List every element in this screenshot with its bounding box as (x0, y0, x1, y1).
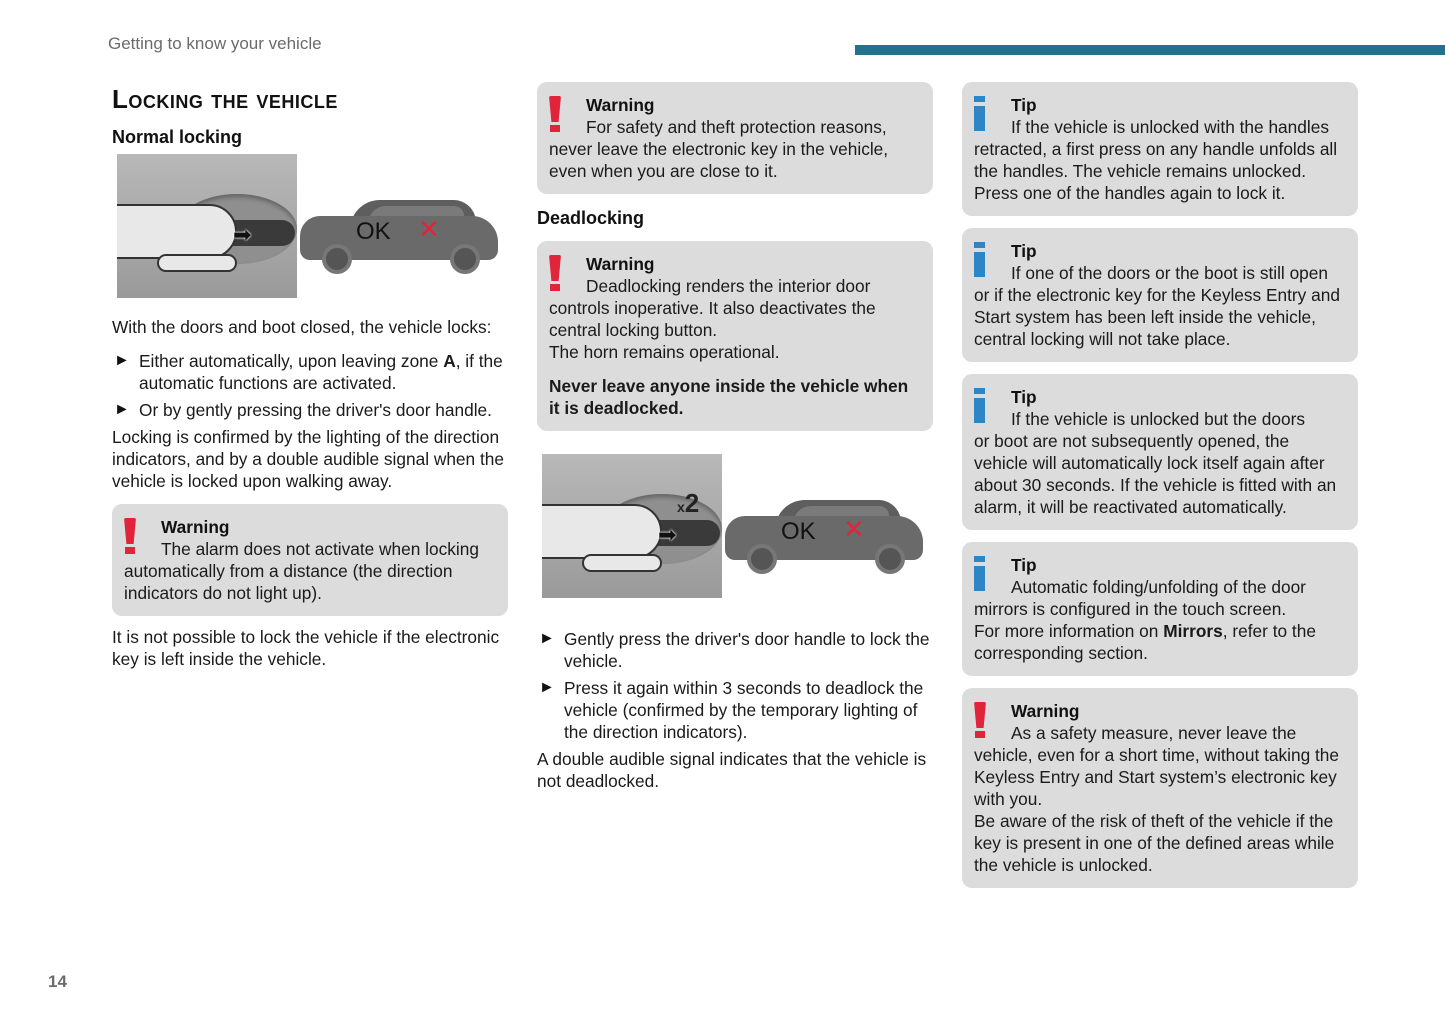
cross-icon: ✕ (418, 214, 440, 244)
warning-emphasis: Never leave anyone inside the vehicle when it is deadlocked. (549, 376, 909, 418)
subheading-normal-locking: Normal locking (112, 127, 243, 147)
column-2 (537, 82, 933, 792)
column-3 (962, 82, 1358, 888)
not-deadlocked-note: A double audible signal indicates that the vehicle is not deadlocked. (537, 749, 927, 791)
page-number: 14 (48, 972, 67, 991)
info-i-icon (974, 556, 985, 592)
bullet-arrow-icon: ► (114, 352, 130, 369)
hand-illustration (542, 504, 662, 559)
intro-text: With the doors and boot closed, the vehicle locks: (112, 317, 492, 337)
push-arrow-icon: ➡ (233, 222, 252, 247)
hand-illustration (117, 204, 237, 259)
wheel-icon (322, 244, 352, 274)
warning-title: Warning (1011, 701, 1080, 721)
wheel-icon (747, 544, 777, 574)
list-item: ► Or by gently pressing the driver's door handle. (114, 400, 492, 420)
ok-label: OK (356, 218, 391, 245)
tip-title: Tip (1011, 241, 1037, 261)
warning-box-keyless: Warning As a safety measure, never leave the vehicle, even for a short time, without taking the Keyless Entry and Start system’s electronic key with you. Be aware of the risk of theft of the vehicle if the key is present in one of the defined areas while the vehicle is unlocked. (962, 688, 1358, 888)
list-item: ► Gently press the driver's door handle to lock the vehicle. (539, 629, 930, 671)
bullet-arrow-icon: ► (539, 679, 555, 696)
page-title: Locking the vehicle (112, 84, 338, 114)
key-inside-note: It is not possible to lock the vehicle if the electronic key is left inside the vehicle. (112, 627, 500, 669)
warning-exclamation-icon (124, 518, 136, 554)
list-item: ► Either automatically, upon leaving zone A, if the automatic functions are activated. (114, 351, 503, 393)
tip-title: Tip (1011, 95, 1037, 115)
tip-box-auto-relock: Tip If the vehicle is unlocked but the doors or boot are not subsequently opened, the vehicle will automatically lock itself again after about 30 seconds. If the vehicle is fitted with an alarm, it will be reactivated automatically. (962, 374, 1358, 530)
bullet-arrow-icon: ► (539, 630, 555, 647)
wheel-icon (875, 544, 905, 574)
warning-title: Warning (161, 517, 230, 537)
normal-locking-figure (112, 154, 508, 298)
wheel-icon (450, 244, 480, 274)
warning-exclamation-icon (974, 702, 986, 738)
list-item: ► Press it again within 3 seconds to deadlock the vehicle (confirmed by the temporary lighting of the direction indicators). (539, 678, 924, 742)
warning-exclamation-icon (549, 255, 561, 291)
running-header: Getting to know your vehicle (108, 34, 322, 53)
door-handle-illustration (542, 454, 722, 598)
door-handle-illustration (117, 154, 297, 298)
warning-box-key: Warning For safety and theft protection reasons, never leave the electronic key in the vehicle, even when you are close to it. (537, 82, 933, 194)
subheading-deadlocking: Deadlocking (537, 208, 645, 228)
tip-box-mirrors: Tip Automatic folding/unfolding of the door mirrors is configured in the touch screen. For more information on Mirrors, refer to the corresponding section. (962, 542, 1358, 676)
tip-title: Tip (1011, 555, 1037, 575)
locking-methods-list (112, 350, 508, 421)
tip-box-doors-open: Tip If one of the doors or the boot is still open or if the electronic key for the Keyless Entry and Start system has been left inside the vehicle, central locking will not take place. (962, 228, 1358, 362)
tip-title: Tip (1011, 387, 1037, 407)
warning-exclamation-icon (549, 96, 561, 132)
deadlocking-figure (537, 454, 933, 598)
push-arrow-icon: ➡ (658, 522, 677, 547)
cross-icon: ✕ (843, 514, 865, 544)
car-illustration (725, 494, 925, 574)
header-accent-bar (855, 45, 1445, 55)
info-i-icon (974, 96, 985, 132)
column-1 (112, 80, 508, 670)
press-twice-label: x2 (677, 488, 700, 518)
mirrors-reference: Mirrors (1163, 621, 1223, 641)
warning-box-deadlocking: Warning Deadlocking renders the interior door controls inoperative. It also deactivates the central locking button. The horn remains operational. Never leave anyone inside the vehicle when it is deadlocked. (537, 241, 933, 431)
info-i-icon (974, 242, 985, 278)
confirmation-text: Locking is confirmed by the lighting of the direction indicators, and by a double audible signal when the vehicle is locked upon walking away. (112, 427, 504, 491)
warning-box-alarm: Warning The alarm does not activate when locking automatically from a distance (the direction indicators do not light up). (112, 504, 508, 616)
warning-title: Warning (586, 254, 655, 274)
deadlocking-steps-list (537, 628, 933, 743)
bullet-arrow-icon: ► (114, 401, 130, 418)
info-i-icon (974, 388, 985, 424)
ok-label: OK (781, 518, 816, 545)
warning-title: Warning (586, 95, 655, 115)
car-illustration (300, 194, 500, 274)
tip-box-handles: Tip If the vehicle is unlocked with the handles retracted, a first press on any handle unfolds all the handles. The vehicle remains unlocked. Press one of the handles again to lock it. (962, 82, 1358, 216)
